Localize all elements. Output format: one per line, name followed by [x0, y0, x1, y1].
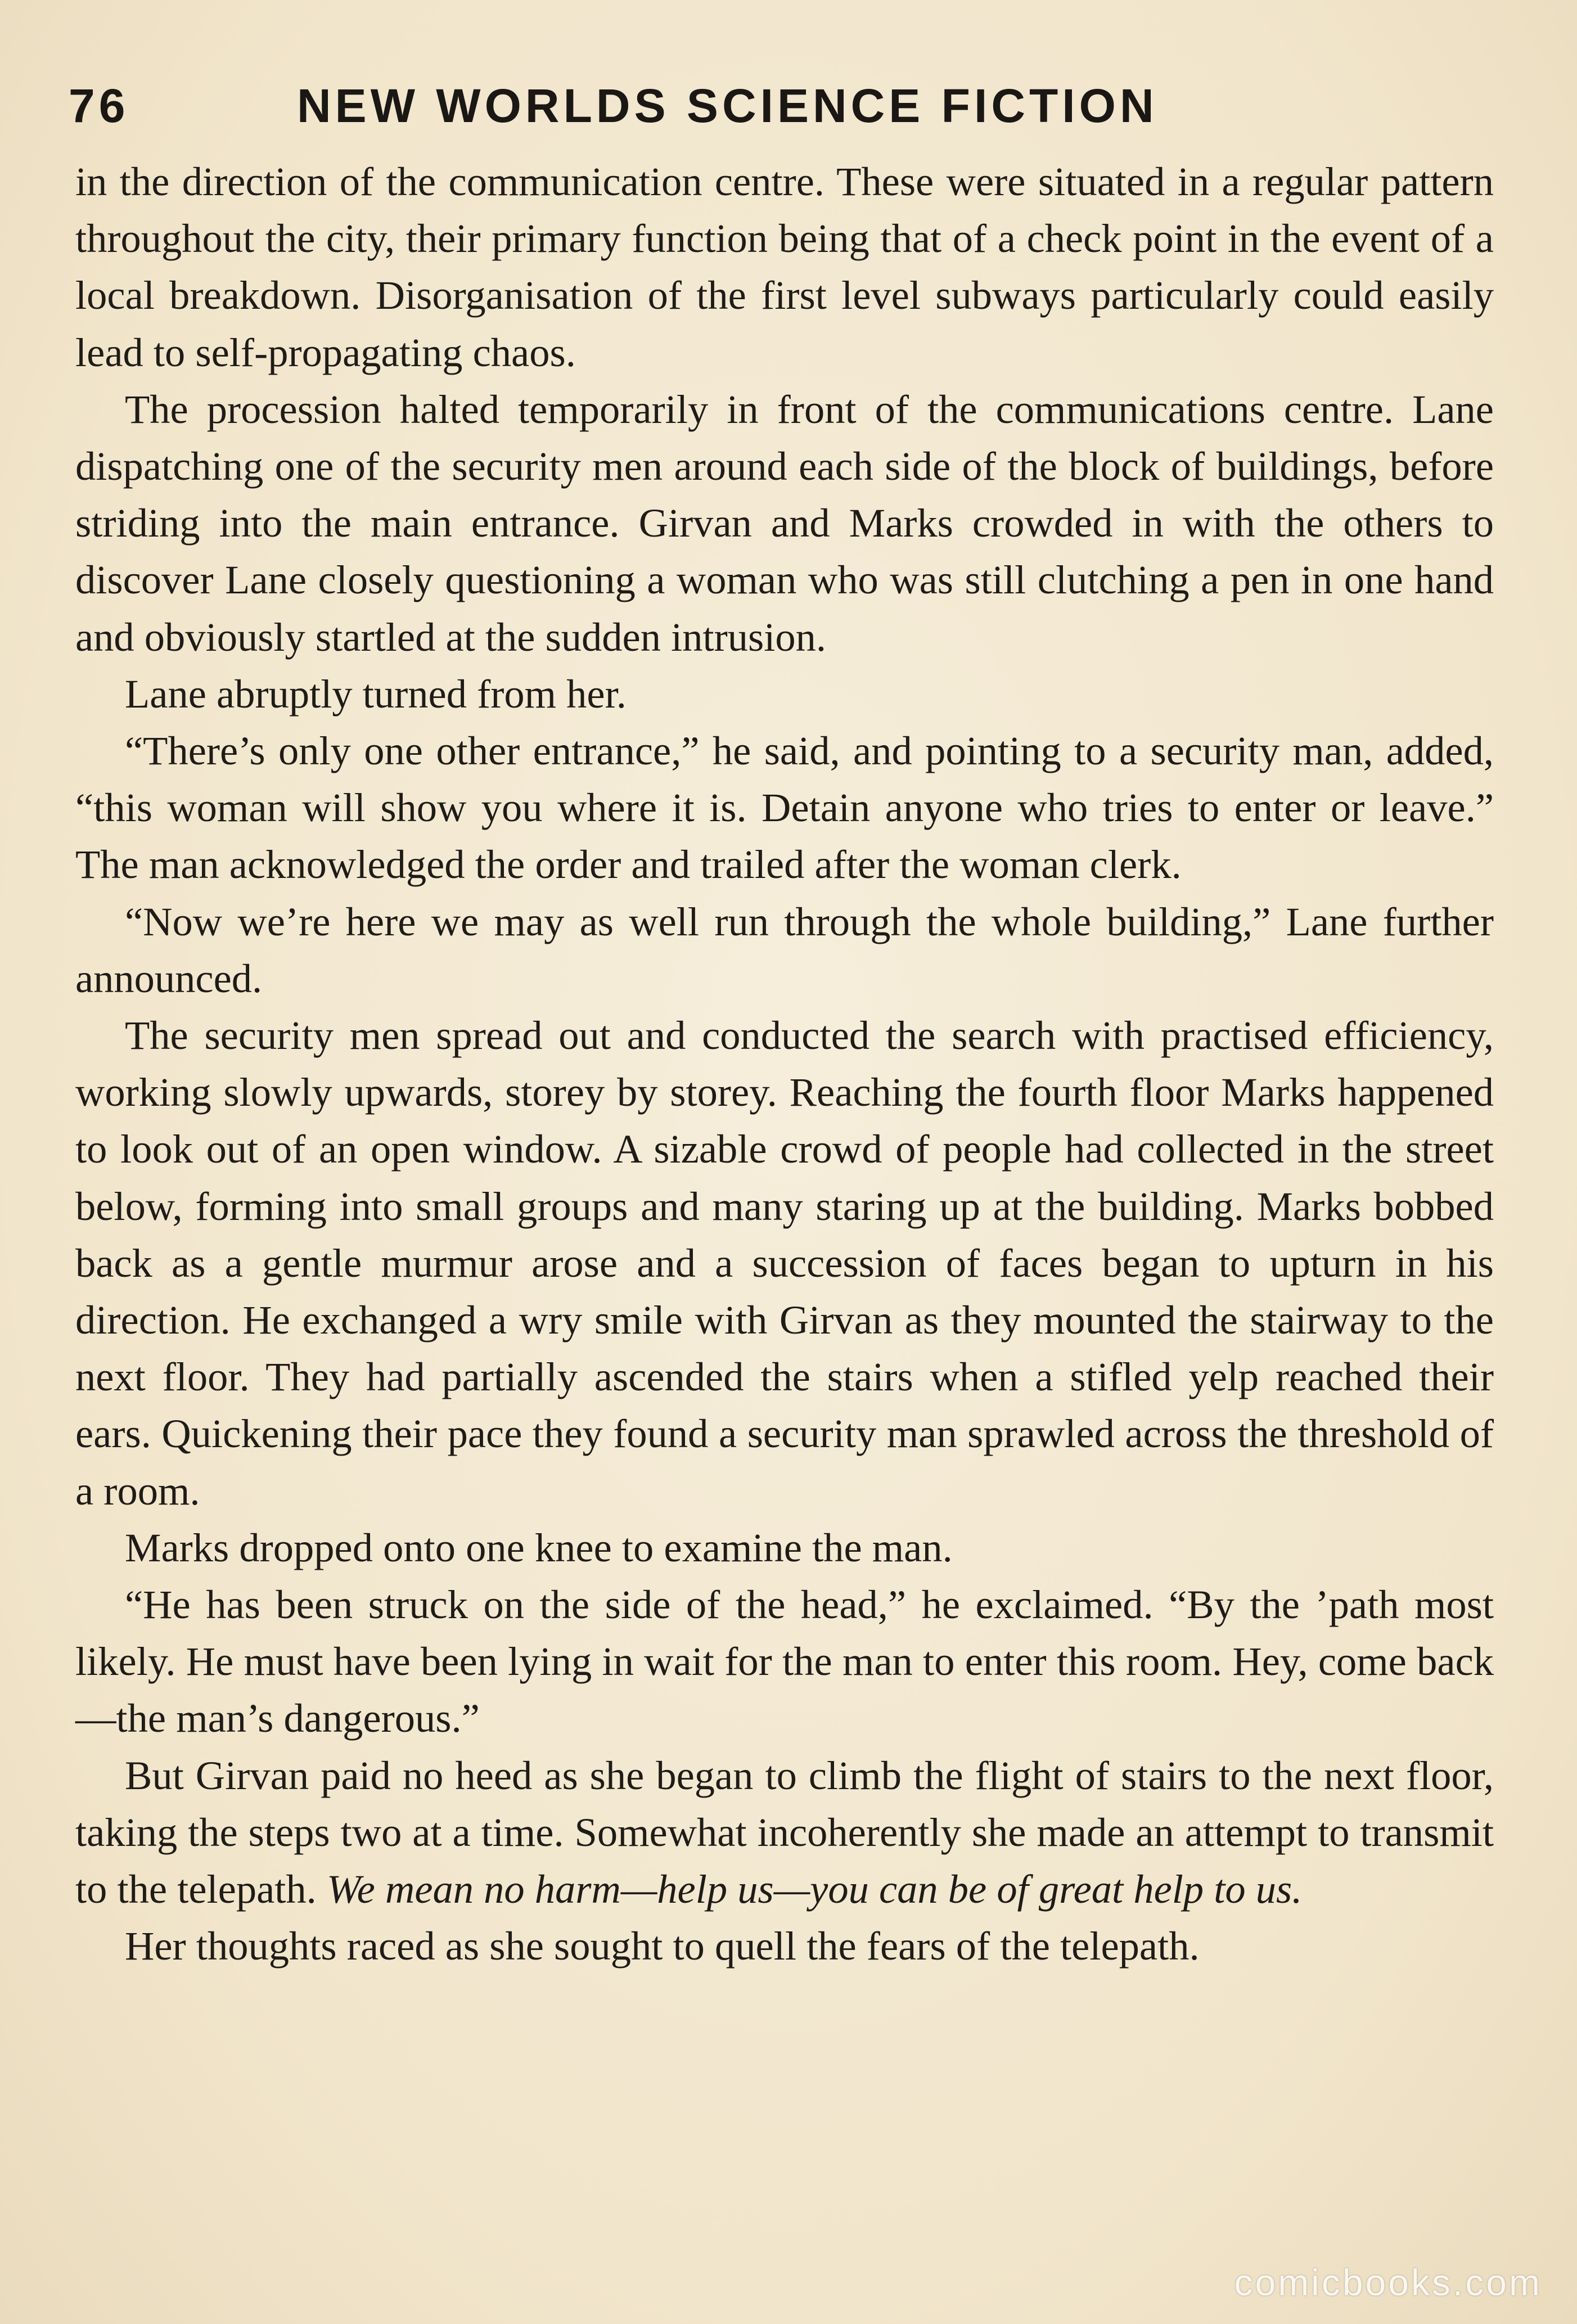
paragraph-7: Marks dropped onto one knee to examine the man. — [125, 1524, 953, 1570]
paragraph-2: The procession halted temporarily in front of the communications centre. Lane dispatching one of the security men around each side of the block of buildings, before striding into the main entrance. Girvan and Marks crowded in with the others to discover Lane closely questioning a woman who was still clutching a pen in one hand and obviously startled at the sudden intrusion. — [75, 386, 1494, 660]
paragraph-4: “There’s only one other entrance,” he said, and pointing to a security man, added, “this woman will show you where it is. Detain anyone who tries to enter or leave.” The man acknowledged the order and trailed after the woman clerk. — [75, 728, 1494, 888]
running-title: NEW WORLDS SCIENCE FICTION — [297, 79, 1158, 132]
paragraph-9 — [75, 1747, 1494, 1918]
story-text — [75, 153, 1494, 1975]
telepathic-message: We mean no harm—help us—you can be of great help to us. — [326, 1866, 1303, 1912]
paragraph-3: Lane abruptly turned from her. — [125, 670, 627, 717]
paragraph-6: The security men spread out and conducted the search with practised efficiency, working slowly upwards, storey by storey. Reaching the fourth floor Marks happened to look out of an open window. A sizable crowd of people had collected in the street below, forming into small groups and many staring up at the building. Marks bobbed back as a gentle murmur arose and a succession of faces began to upturn in his direction. He exchanged a wry smile with Girvan as they mounted the stairway to the next floor. They had partially ascended the stairs when a stifled yelp reached their ears. Quickening their pace they found a security man sprawled across the threshold of a room. — [75, 1012, 1494, 1514]
paragraph-1: in the direction of the communication centre. These were situated in a regular pattern throughout the city, their primary function being that of a check point in the event of a local breakdown. Disorganisation of the first level subways particularly could easily lead to self-propagating chaos. — [75, 159, 1494, 375]
paragraph-5: “Now we’re here we may as well run through the whole building,” Lane further announced. — [75, 898, 1494, 1001]
paragraph-10: Her thoughts raced as she sought to quell the fears of the telepath. — [125, 1923, 1200, 1969]
page-number: 76 — [69, 79, 129, 132]
paragraph-9-text: But Girvan paid no heed as she began to climb the flight of stairs to the next floor, taking the steps two at a time. Somewhat incoherently she made an attempt to transmit to the telepath. — [75, 1752, 1494, 1912]
watermark: comicbooks.com — [1234, 2262, 1542, 2303]
page-header — [69, 72, 1508, 139]
paragraph-8: “He has been struck on the side of the head,” he exclaimed. “By the ’path most likely. He must have been lying in wait for the man to enter this room. Hey, come back—the man’s dangerous.” — [75, 1582, 1494, 1741]
